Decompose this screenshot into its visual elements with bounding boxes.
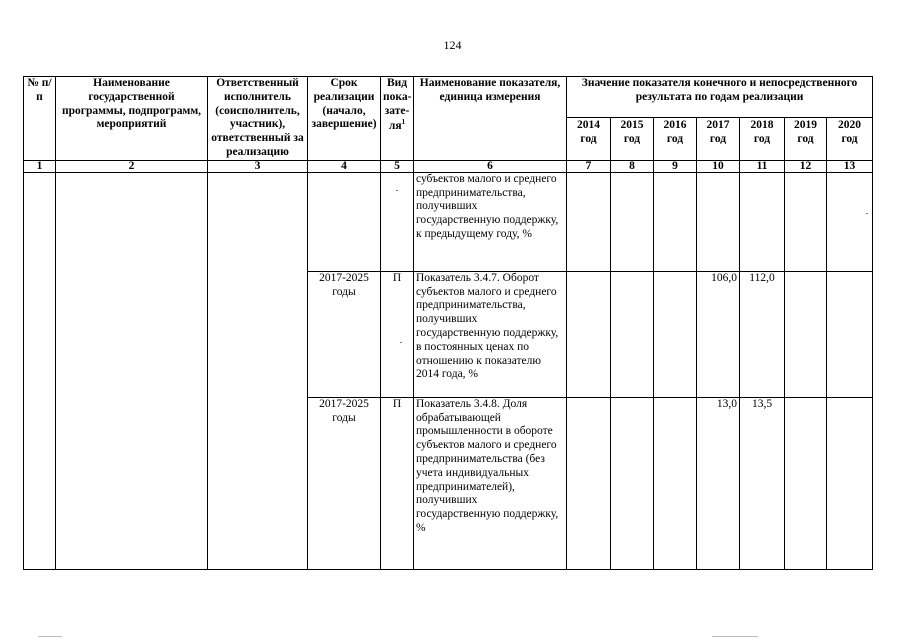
cell-indicator: Показатель 3.4.7. Оборот субъектов малого и среднего предпринимательства, получивших государственную поддержку, в постоянных ценах по отношению к показателю 2014 года, %: [414, 271, 567, 397]
cell-value: [697, 172, 740, 271]
header-year: 2016 год: [654, 118, 697, 161]
column-number: 9: [654, 160, 697, 172]
cell-indicator: Показатель 3.4.8. Доля обрабатывающей промышленности в обороте субъектов малого и среднего предпринимательства (без учета индивидуальных предпринимателей), получивших государственную поддержку, %: [414, 397, 567, 569]
header-year: 2019 год: [785, 118, 827, 161]
cell-value: [611, 397, 654, 569]
column-number: 12: [785, 160, 827, 172]
column-numbers-row: [24, 160, 873, 172]
cell-indicator: субъектов малого и среднего предпринимательства, получивших государственную поддержку, к предыдущему году, %: [414, 172, 567, 271]
cell-value: [611, 172, 654, 271]
header-year: 2014 год: [567, 118, 611, 161]
cell-value: [654, 397, 697, 569]
header-executor: Ответственный исполнитель (соисполнитель, участник), ответственный за реализацию: [208, 77, 308, 161]
cell-value: 13,0: [697, 397, 740, 569]
cell-value: [567, 397, 611, 569]
column-number: 4: [308, 160, 381, 172]
column-number: 5: [381, 160, 414, 172]
scan-speck: [396, 190, 398, 191]
column-number: 13: [827, 160, 873, 172]
cell-value: [785, 172, 827, 271]
header-year: 2017 год: [697, 118, 740, 161]
header-type: [381, 77, 414, 161]
cell-num: [24, 172, 56, 569]
cell-value: 13,5: [740, 397, 785, 569]
cell-value: [654, 271, 697, 397]
page-number: 124: [443, 38, 462, 52]
header-type-line: Вид: [386, 77, 408, 89]
scan-mark: [712, 636, 758, 637]
header-period: Срок реализации (начало, завершение): [308, 77, 381, 161]
header-type-line: ля: [388, 120, 402, 133]
cell-value: [827, 397, 873, 569]
header-num: № п/п: [24, 77, 56, 161]
cell-value: [611, 271, 654, 397]
column-number: 7: [567, 160, 611, 172]
cell-period: 2017-2025 годы: [308, 271, 381, 397]
header-type-footnote: 1: [401, 118, 406, 127]
header-program: Наименование государственной программы, подпрограмм, мероприятий: [56, 77, 208, 161]
indicators-table: [23, 76, 873, 570]
column-number: 6: [414, 160, 567, 172]
header-type-line: пока-: [383, 90, 412, 103]
header-type-line: зате-: [384, 104, 410, 117]
cell-type: П: [381, 271, 414, 397]
cell-value: [827, 271, 873, 397]
cell-executor: [208, 172, 308, 569]
cell-value: 112,0: [740, 271, 785, 397]
cell-value: [785, 271, 827, 397]
scan-speck: [866, 213, 868, 214]
cell-value: [740, 172, 785, 271]
cell-period: 2017-2025 годы: [308, 397, 381, 569]
cell-period: [308, 172, 381, 271]
cell-type: П: [381, 397, 414, 569]
cell-type: [381, 172, 414, 271]
cell-value: [785, 397, 827, 569]
cell-value: [827, 172, 873, 271]
column-number: 8: [611, 160, 654, 172]
header-year: 2020 год: [827, 118, 873, 161]
column-number: 11: [740, 160, 785, 172]
cell-value: [654, 172, 697, 271]
cell-value: 106,0: [697, 271, 740, 397]
column-number: 3: [208, 160, 308, 172]
cell-value: [567, 271, 611, 397]
header-values-group: Значение показателя конечного и непосредственного результата по годам реализации: [567, 77, 873, 118]
table-row: [24, 172, 873, 271]
column-number: 2: [56, 160, 208, 172]
cell-program: [56, 172, 208, 569]
header-indicator: Наименование показателя, единица измерения: [414, 77, 567, 161]
header-year: 2018 год: [740, 118, 785, 161]
column-number: 10: [697, 160, 740, 172]
header-row: [24, 77, 873, 118]
cell-value: [567, 172, 611, 271]
header-year: 2015 год: [611, 118, 654, 161]
scan-speck: [400, 342, 402, 343]
scan-mark: [38, 636, 62, 637]
column-number: 1: [24, 160, 56, 172]
